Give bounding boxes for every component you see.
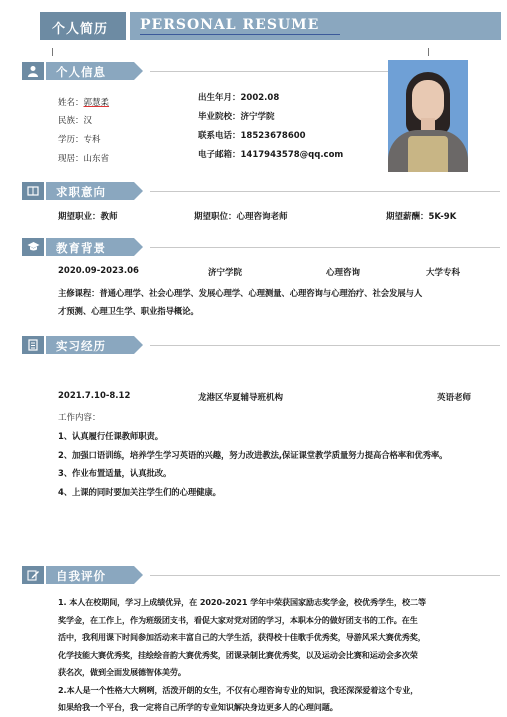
position-row: [194, 210, 288, 222]
ethnicity-value: 汉: [83, 116, 93, 126]
birth-label: 出生年月：: [198, 93, 241, 103]
education-row: [58, 133, 101, 145]
self-eval-line: 化学技能大赛优秀奖，挂绘绘音韵大赛优秀奖，团课录制比赛优秀奖，以及运动会比赛和运动会多次荣: [58, 649, 418, 660]
name-label: 姓名：: [58, 98, 84, 108]
email-label: 电子邮箱：: [198, 150, 241, 160]
exp-item: 1、认真履行任课教师职责。: [58, 431, 164, 441]
email-row: [198, 148, 343, 160]
exp-item: 3、作业布置适量，认真批改。: [58, 468, 172, 478]
ethnicity-label: 民族：: [58, 116, 84, 126]
graduation-cap-icon: [22, 238, 44, 256]
ethnicity-row: [58, 114, 92, 126]
exp-item: 2、加强口语训练，培养学生学习英语的兴趣，努力改进教法,保证课堂教学质量努力提高合格率和优秀率。: [58, 449, 448, 460]
section-rule: [150, 191, 500, 192]
school-label: 毕业院校：: [198, 112, 241, 122]
name-value: 郭慧柔: [83, 98, 110, 108]
section-title: 自我评价: [56, 569, 106, 583]
section-arrow: [134, 566, 143, 584]
edu-major: 心理咨询: [326, 268, 361, 278]
header-title-cn: 个人简历: [52, 22, 109, 37]
section-rule: [150, 247, 500, 248]
pencil-icon: [22, 566, 44, 584]
exp-role: 英语老师: [437, 393, 472, 403]
position-label: 期望职位：: [194, 212, 237, 222]
name-row: [58, 96, 109, 108]
residence-label: 现居：: [58, 154, 84, 164]
edu-period: 2020.09-2023.06: [58, 266, 139, 276]
education-value: 专科: [83, 135, 101, 145]
phone-value: 18523678600: [240, 131, 306, 141]
section-rule: [150, 345, 500, 346]
school-value: 济宁学院: [240, 112, 275, 122]
salary-row: [386, 210, 456, 222]
photo-apron: [408, 136, 448, 172]
section-arrow: [134, 182, 143, 200]
email-value: 1417943578@qq.com: [240, 150, 344, 160]
section-arrow: [134, 336, 143, 354]
section-rule: [150, 575, 500, 576]
residence-row: [58, 152, 109, 164]
exp-org: 龙港区华夏辅导班机构: [198, 393, 284, 403]
profile-photo: [388, 60, 468, 172]
position-value: 心理咨询老师: [236, 212, 288, 222]
self-eval-line: 2.本人是一个性格大大咧咧，活泼开朗的女生，不仅有心理咨询专业的知识，我还深深爱着这个专业，: [58, 684, 419, 695]
section-title: 实习经历: [56, 339, 106, 353]
self-eval-line: 如果给我一个平台，我一定将自己所学的专业知识解决身边更多人的心理问题。: [58, 702, 338, 712]
job-label: 期望职业：: [58, 212, 101, 222]
photo-face: [412, 80, 444, 122]
exp-item: 4、上课的同时要加关注学生们的心理健康。: [58, 486, 221, 497]
residence-value: 山东省: [83, 154, 110, 164]
edu-courses: [58, 285, 480, 320]
document-icon: [22, 336, 44, 354]
self-eval-line: 1. 本人在校期间，学习上成绩优异，在 2020-2021 学年中荣获国家励志奖学金，校优秀学生，校二等: [58, 597, 426, 607]
exp-period: 2021.7.10-8.12: [58, 391, 131, 401]
section-rule: [150, 71, 398, 72]
margin-tick-left: [52, 48, 53, 56]
edu-courses-line: 才预测、心理卫生学、职业指导概论。: [58, 305, 199, 316]
education-label: 学历：: [58, 135, 84, 145]
section-title: 教育背景: [56, 241, 106, 255]
birth-row: [198, 91, 279, 103]
header-underline: [140, 34, 340, 35]
phone-row: [198, 129, 306, 141]
school-row: [198, 110, 275, 122]
salary-label: 期望薪酬：: [386, 212, 429, 222]
section-title: 个人信息: [56, 65, 106, 79]
self-eval-line: 获名次，做到全面发展德智体美劳。: [58, 667, 186, 677]
header-title-en: PERSONAL RESUME: [140, 17, 320, 33]
header-divider: [126, 12, 130, 40]
edu-degree: 大学专科: [426, 268, 461, 278]
person-icon: [22, 62, 44, 80]
edu-courses-line: 主修课程：普通心理学、社会心理学、发展心理学、心理测量、心理咨询与心理治疗、社会发展与人: [58, 288, 423, 298]
birth-value: 2002.08: [240, 93, 280, 103]
briefcase-icon: [22, 182, 44, 200]
section-title: 求职意向: [56, 185, 106, 199]
self-eval-line: 活中，我利用课下时间参加活动来丰富自己的大学生活，获得校十佳歌手优秀奖，导游风采大赛优秀奖，: [58, 632, 426, 642]
header-banner: [40, 12, 501, 40]
edu-school: 济宁学院: [208, 268, 243, 278]
margin-tick-right: [428, 48, 429, 56]
salary-value: 5K-9K: [428, 212, 457, 222]
self-evaluation-text: [58, 594, 480, 717]
self-eval-line: 奖学金，在工作上，作为班级团支书，看促大家对党对团的学习，本职本分的做好团支书的工作。在生: [58, 614, 418, 625]
job-value: 教师: [100, 212, 118, 222]
section-arrow: [134, 238, 143, 256]
section-arrow: [134, 62, 143, 80]
exp-items: [58, 427, 480, 501]
phone-label: 联系电话：: [198, 131, 241, 141]
exp-content-label: 工作内容：: [58, 413, 101, 423]
job-row: [58, 210, 118, 222]
